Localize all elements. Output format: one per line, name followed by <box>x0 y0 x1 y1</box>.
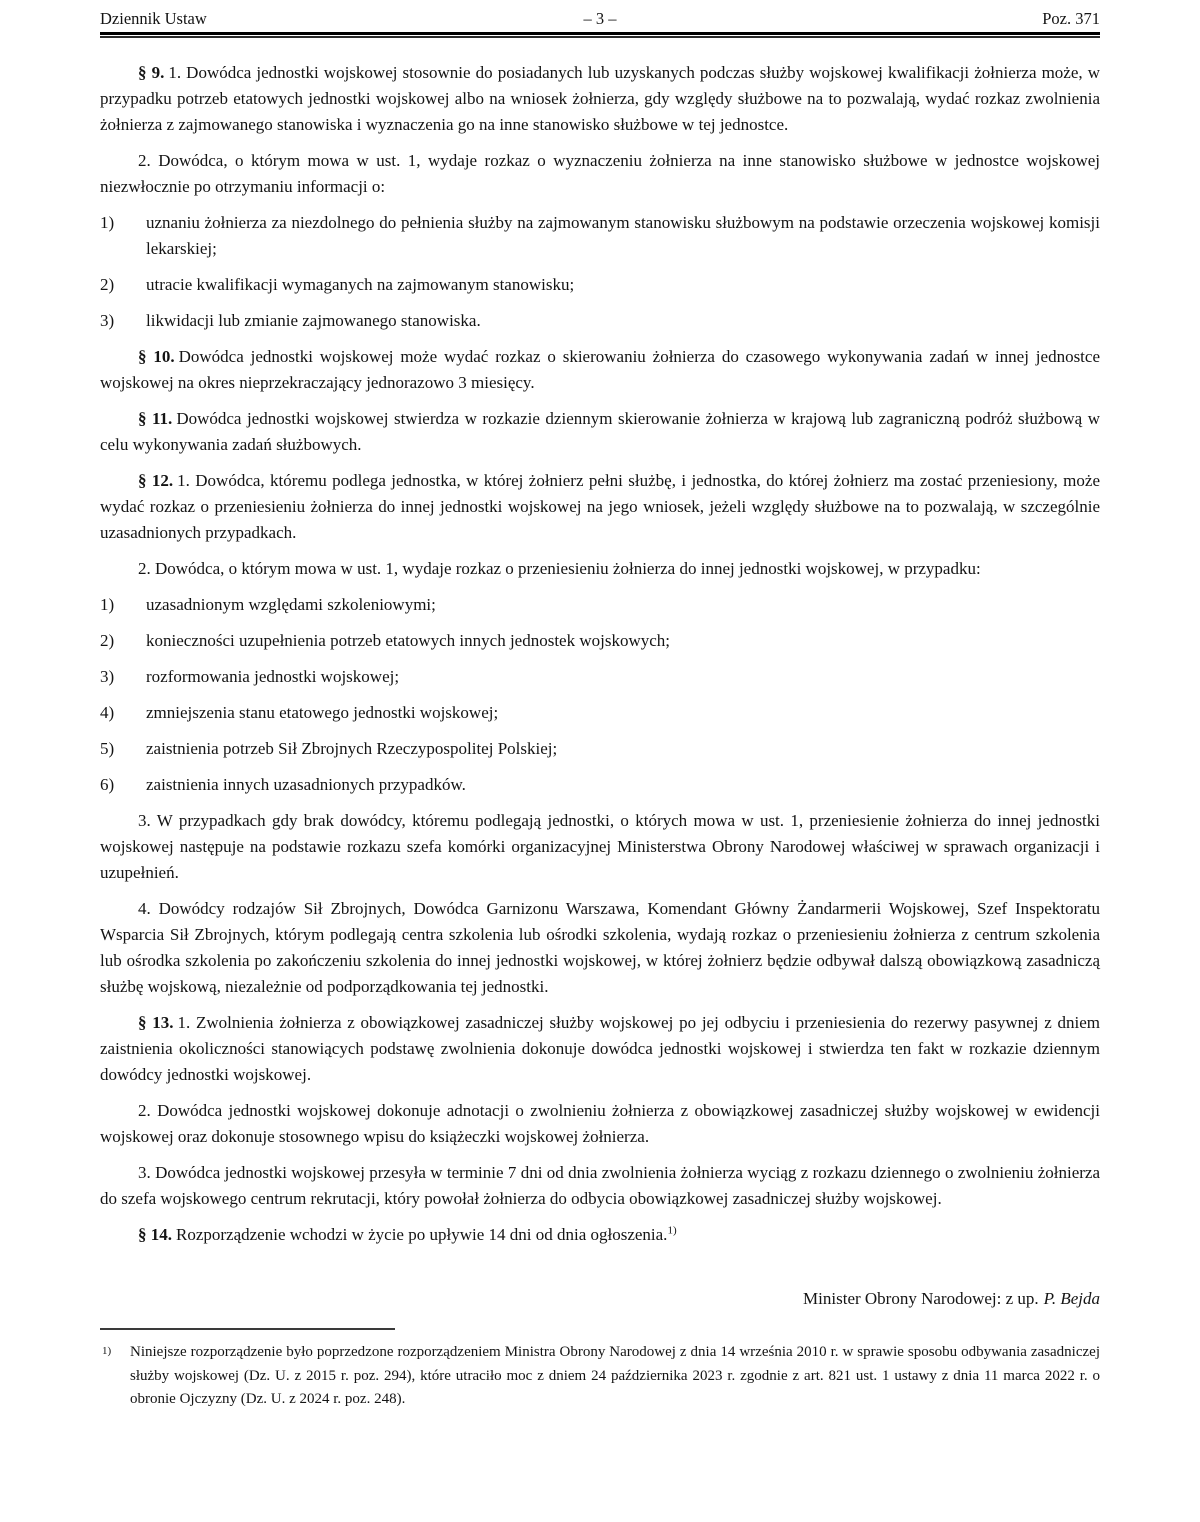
paragraph-text: 1. Dowódca jednostki wojskowej stosownie do posiadanych lub uzyskanych podczas służby wojskowej kwalifikacji żołnierza może, w przypadku potrzeb etatowych jednostki wojskowej albo na wniosek żołnierza, gdy względy służbowe na to pozwalają, wydać rozkaz zwolnienia żołnierza z zajmowanego stanowiska i wyznaczenia go na inne stanowisko służbowe w tej jednostce. <box>100 63 1100 134</box>
footnote-text: Niniejsze rozporządzenie było poprzedzone rozporządzeniem Ministra Obrony Narodowej z dnia 14 września 2010 r. w sprawie sposobu odbywania zasadniczej służby wojskowej (Dz. U. z 2015 r. poz. 294), które utraciło moc z dniem 24 października 2023 r. zgodnie z art. 821 ust. 1 ustawy z dnia 11 marca 2022 r. o obronie Ojczyzny (Dz. U. z 2024 r. poz. 248). <box>130 1344 1100 1407</box>
list-item-text: utracie kwalifikacji wymaganych na zajmowanym stanowisku; <box>146 275 575 294</box>
section-label: § 14. <box>138 1225 172 1244</box>
list-item-text: rozformowania jednostki wojskowej; <box>146 667 400 686</box>
list-item-text: zaistnienia potrzeb Sił Zbrojnych Rzeczypospolitej Polskiej; <box>146 739 558 758</box>
paragraph-11 <box>100 406 1100 458</box>
signature-line <box>100 1286 1100 1312</box>
footnote-separator <box>100 1328 395 1330</box>
paragraph-12-1 <box>100 468 1100 546</box>
signature-name: P. Bejda <box>1043 1289 1100 1308</box>
footnote-ref: 1) <box>667 1224 677 1237</box>
paragraph-text: Dowódca jednostki wojskowej stwierdza w rozkazie dziennym skierowanie żołnierza w krajową lub zagraniczną podróż służbową w celu wykonywania zadań służbowych. <box>100 409 1100 454</box>
list-item-text: zmniejszenia stanu etatowego jednostki wojskowej; <box>146 703 499 722</box>
section-label: § 9. <box>138 63 165 82</box>
list-item-text: uznaniu żołnierza za niezdolnego do pełnienia służby na zajmowanym stanowisku służbowym na podstawie orzeczenia wojskowej komisji lekarskiej; <box>146 213 1100 258</box>
paragraph-9-1 <box>100 60 1100 138</box>
list-item-number: 4) <box>100 703 115 722</box>
list-item <box>100 210 1100 262</box>
paragraph-10 <box>100 344 1100 396</box>
footnote-marker: 1) <box>102 1345 112 1357</box>
paragraph-text: 3. W przypadkach gdy brak dowódcy, któremu podlegają jednostki, o których mowa w ust. 1, przeniesienie żołnierza do innej jednostki wojskowej następuje na podstawie rozkazu szefa komórki organizacyjnej Ministerstwa Obrony Narodowej właściwej w sprawach organizacji i uzupełnień. <box>100 811 1100 882</box>
list-item <box>100 772 1100 798</box>
paragraph-13-1 <box>100 1010 1100 1088</box>
list-item-number: 2) <box>100 275 115 294</box>
list-item <box>100 664 1100 690</box>
position-number: Poz. 371 <box>1042 9 1100 28</box>
list-item-text: uzasadnionym względami szkoleniowymi; <box>146 595 436 614</box>
section-label: § 13. <box>138 1013 174 1032</box>
list-item-number: 3) <box>100 667 115 686</box>
list-item-text: konieczności uzupełnienia potrzeb etatowych innych jednostek wojskowych; <box>146 631 671 650</box>
paragraph-9-2 <box>100 148 1100 200</box>
list-item-number: 5) <box>100 739 115 758</box>
list-item <box>100 736 1100 762</box>
paragraph-text: 2. Dowódca, o którym mowa w ust. 1, wydaje rozkaz o wyznaczeniu żołnierza na inne stanowisko służbowe w jednostce wojskowej niezwłocznie po otrzymaniu informacji o: <box>100 151 1100 196</box>
paragraph-text: 1. Dowódca, któremu podlega jednostka, w której żołnierz pełni służbę, i jednostka, do której żołnierz ma zostać przeniesiony, może wydać rozkaz o przeniesieniu żołnierza do innej jednostki wojskowej na jego wniosek, jeżeli względy służbowe na to pozwalają, w szczególnie uzasadnionych przypadkach. <box>100 471 1100 542</box>
page-number: – 3 – <box>583 9 617 28</box>
list-item-number: 6) <box>100 775 115 794</box>
paragraph-12-3 <box>100 808 1100 886</box>
signature-prefix: Minister Obrony Narodowej: z up. <box>803 1289 1039 1308</box>
list-item <box>100 308 1100 334</box>
paragraph-12-4 <box>100 896 1100 1000</box>
paragraph-text: 3. Dowódca jednostki wojskowej przesyła w terminie 7 dni od dnia zwolnienia żołnierza wyciąg z rozkazu dziennego o zwolnieniu żołnierza do szefa wojskowego centrum rekrutacji, który powołał żołnierza do odbycia obowiązkowej zasadniczej służby wojskowej. <box>100 1163 1100 1208</box>
list-item-text: likwidacji lub zmianie zajmowanego stanowiska. <box>146 311 481 330</box>
paragraph-text: 2. Dowódca, o którym mowa w ust. 1, wydaje rozkaz o przeniesieniu żołnierza do innej jednostki wojskowej, w przypadku: <box>138 559 981 578</box>
paragraph-14 <box>100 1222 1100 1248</box>
paragraph-13-3 <box>100 1160 1100 1212</box>
page-header <box>0 0 1200 30</box>
paragraph-12-2 <box>100 556 1100 582</box>
list-item <box>100 272 1100 298</box>
list-item-number: 2) <box>100 631 115 650</box>
paragraph-13-2 <box>100 1098 1100 1150</box>
footnote-section <box>100 1328 1100 1412</box>
list-item-number: 1) <box>100 213 115 232</box>
document-body <box>0 36 1200 1412</box>
list-item <box>100 592 1100 618</box>
list-item <box>100 628 1100 654</box>
section-label: § 12. <box>138 471 174 490</box>
journal-title: Dziennik Ustaw <box>100 9 207 28</box>
paragraph-text: Rozporządzenie wchodzi w życie po upływie 14 dni od dnia ogłoszenia. <box>176 1225 668 1244</box>
list-item-number: 3) <box>100 311 115 330</box>
list-item-number: 1) <box>100 595 115 614</box>
section-label: § 10. <box>138 347 175 366</box>
paragraph-text: 1. Zwolnienia żołnierza z obowiązkowej zasadniczej służby wojskowej po jej odbyciu i przeniesienia do rezerwy pasywnej z dniem zaistnienia okoliczności stanowiących podstawę zwolnienia dokonuje dowódca jednostki wojskowej i stwierdza ten fakt w rozkazie dziennym dowódcy jednostki wojskowej. <box>100 1013 1100 1084</box>
paragraph-text: 2. Dowódca jednostki wojskowej dokonuje adnotacji o zwolnieniu żołnierza z obowiązkowej zasadniczej służby wojskowej w ewidencji wojskowej oraz dokonuje stosownego wpisu do książeczki wojskowej żołnierza. <box>100 1101 1100 1146</box>
section-label: § 11. <box>138 409 173 428</box>
list-item-text: zaistnienia innych uzasadnionych przypadków. <box>146 775 466 794</box>
footnote <box>100 1341 1100 1412</box>
paragraph-text: 4. Dowódcy rodzajów Sił Zbrojnych, Dowódca Garnizonu Warszawa, Komendant Główny Żandarmerii Wojskowej, Szef Inspektoratu Wsparcia Sił Zbrojnych, którym podlegają centra szkolenia lub ośrodki szkolenia, wydają rozkaz o przeniesieniu żołnierza z centrum szkolenia lub ośrodka szkolenia po zakończeniu szkolenia do innej jednostki wojskowej, w której żołnierz będzie odbywał dalszą obowiązkową zasadniczą służbę wojskową, niezależnie od podporządkowania tej jednostki. <box>100 899 1100 996</box>
paragraph-text: Dowódca jednostki wojskowej może wydać rozkaz o skierowaniu żołnierza do czasowego wykonywania zadań w innej jednostce wojskowej na okres nieprzekraczający jednorazowo 3 miesięcy. <box>100 347 1100 392</box>
list-item <box>100 700 1100 726</box>
